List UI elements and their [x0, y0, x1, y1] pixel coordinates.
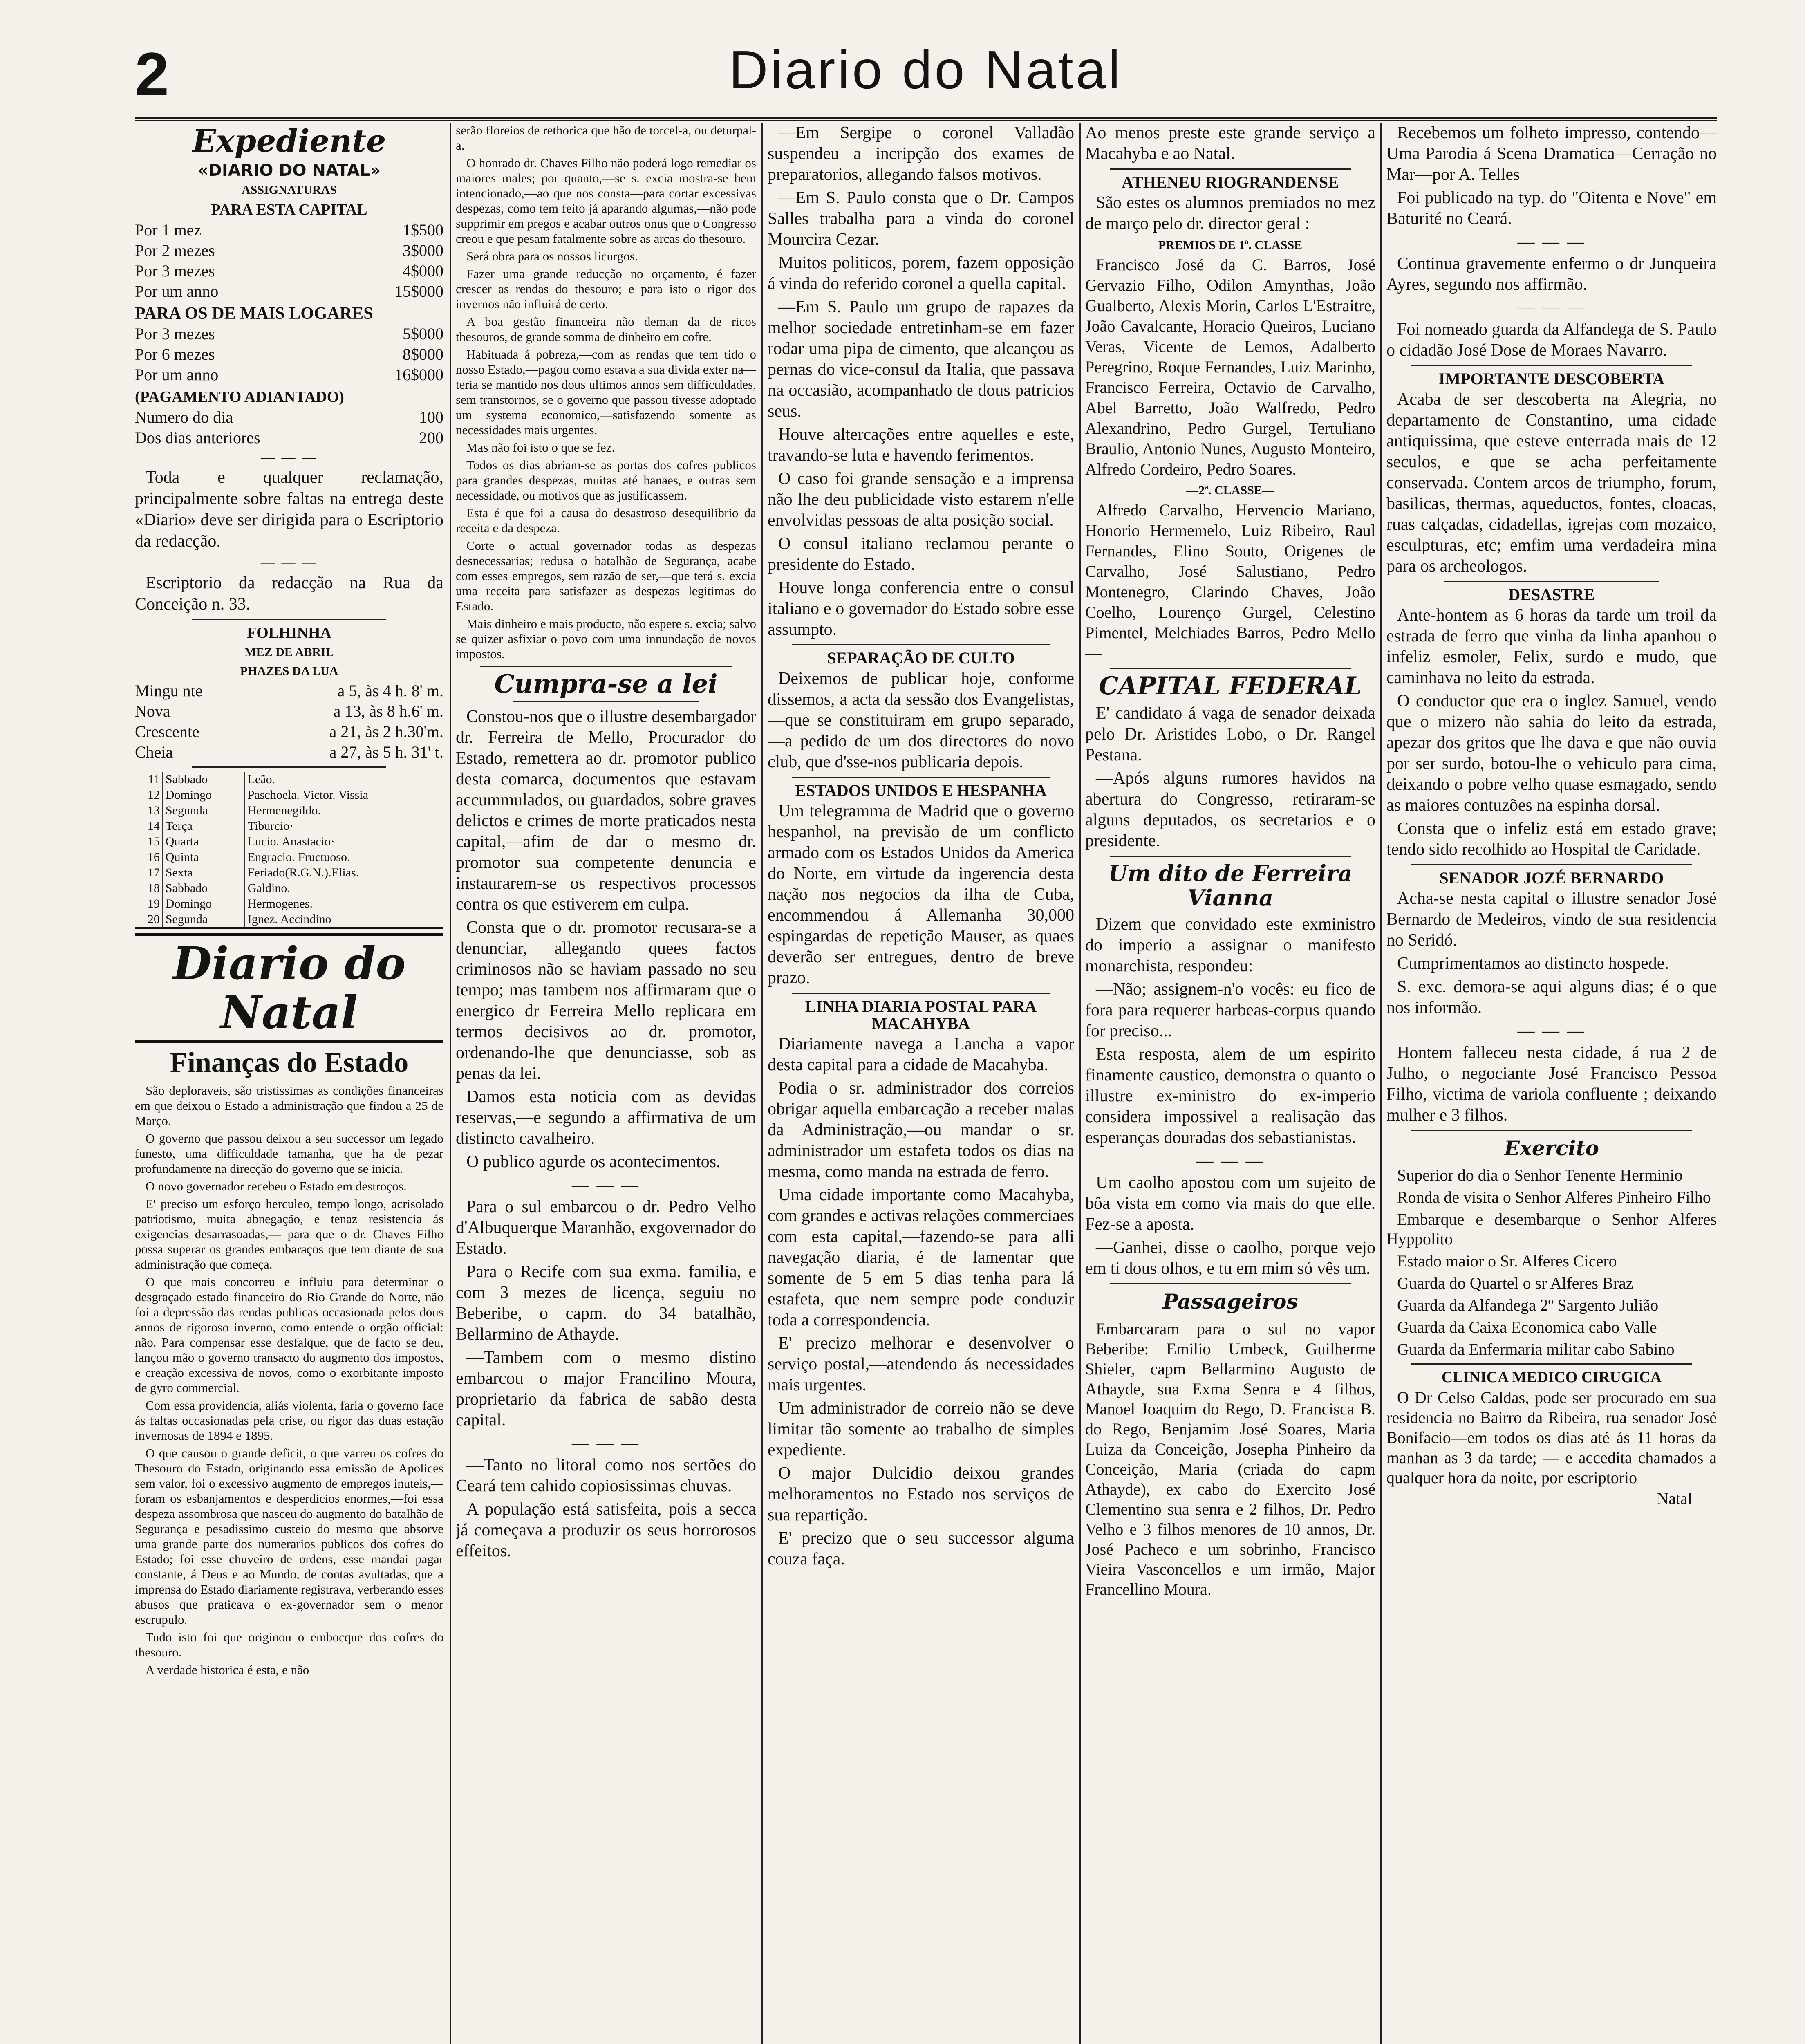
numero-dia-row: Numero do dia 100 — [135, 408, 443, 426]
linha-title: LINHA DIARIA POSTAL PARA MACAHYBA — [805, 997, 1037, 1033]
mez-label: MEZ DE ABRIL — [244, 645, 334, 659]
dito-title: Um dito de Ferreira Vianna — [1108, 860, 1353, 911]
moon-phase: Cheia a 27, às 5 h. 31' t. — [135, 743, 443, 761]
rule — [1411, 365, 1692, 366]
exercito-list: Superior do dia o Senhor Tenente Herminio Ronda de visita o Senhor Alferes Pinheiro Filho Embarque e desembarque o Senhor Alferes Hyppolito Estado maior o Sr. Alferes Cicero Guarda do Quartel o sr Alferes Braz Guarda da Alfandega 2º Sargento Julião Guarda da Caixa Economica cabo Valle Guarda da Enfermaria militar cabo Sabino — [1386, 1166, 1717, 1358]
escriptorio-text: Escriptorio da redacção na Rua da Conceição n. 33. — [135, 574, 443, 614]
table-row: 11 Sabbado Leão. — [135, 772, 443, 787]
moon-phase: Crescente a 21, às 2 h.30'm. — [135, 722, 443, 741]
price-row: Por 3 mezes 4$000 — [135, 262, 443, 280]
column-2 — [456, 123, 756, 2044]
desastre-title: DESASTRE — [1508, 585, 1595, 604]
rule — [1444, 581, 1659, 582]
assignaturas-label: ASSIGNATURAS — [242, 183, 337, 197]
clinica-text: O Dr Celso Caldas, pode ser procurado em sua residencia no Bairro da Ribeira, rua senador José Bonifacio—em todos os dias até ás 11 horas da manhan as 3 da tarde; — e accedita chamados a qualquer hora da noite, por escriptorio — [1386, 1388, 1717, 1487]
separacao-title: SEPARAÇÃO DE CULTO — [827, 649, 1015, 667]
column-5 — [1386, 123, 1717, 2044]
table-row: 17 Sexta Feriado(R.G.N.).Elias. — [135, 865, 443, 881]
column-divider — [1079, 123, 1081, 2044]
table-row: 13 Segunda Hermenegildo. — [135, 803, 443, 818]
dias-anteriores-row: Dos dias anteriores 200 — [135, 428, 443, 447]
separator: — — — — [1517, 298, 1586, 317]
column-divider — [761, 123, 763, 2044]
table-row: 18 Sabbado Galdino. — [135, 881, 443, 896]
rule — [792, 993, 1050, 994]
rule — [1411, 864, 1692, 865]
segunda-classe-title: —2ª. CLASSE— — [1186, 484, 1274, 497]
rule — [1110, 856, 1351, 857]
moon-phases — [135, 681, 443, 762]
table-row: 15 Quarta Lucio. Anastacio· — [135, 834, 443, 849]
rule — [1411, 1130, 1692, 1131]
clinica-title: CLINICA MEDICO CIRUGICA — [1441, 1369, 1662, 1386]
cumpra-title: Cumpra-se a lei — [494, 669, 718, 699]
capital-federal-title: CAPITAL FEDERAL — [1099, 672, 1362, 700]
folhinha-title: FOLHINHA — [247, 624, 331, 641]
pagamento-note: (PAGAMENTO ADIANTADO) — [135, 388, 344, 406]
column-1 — [135, 123, 443, 2044]
passageiros-list: Embarcaram para o sul no vapor Beberibe: Emilio Umbeck, Guilherme Shieler, capm Bellarmino Augusto de Athayde, sua Exma Senra e 4 filhos, Manoel Joaquim do Rego, D. Francisca B. do Rego, Benjamim José Soares, Maria Luiza da Conceição, Josepha Pinheiro da Conceição, Maria (criada do capm Athayde), ex cabo do Exercito José Clementino sua senra e 2 filhos, Dr. Pedro Velho e 3 filhos menores de 10 annos, Dr. José Pacheco e um sobrinho, Francisco Vieira Vasconcellos e um irmão, Major Francellino Moura. — [1085, 1320, 1375, 1598]
masthead-rule-thin — [135, 120, 1717, 121]
moon-phase: Nova a 13, às 8 h.6' m. — [135, 702, 443, 720]
atheneu-title: ATHENEU RIOGRANDENSE — [1122, 173, 1339, 191]
rule — [792, 644, 1050, 645]
masthead — [135, 39, 1717, 117]
financas-article: São deploraveis, são tristissimas as condições financeiras em que deixou o Estado a administração que findou a 25 de Março. O governo que passou deixou a seu successor um legado funesto, uma difficuldade tamanha, que ha de pezar profundamente na direcção do governo que se inicia. O novo governador recebeu o Estado em destroços. E' preciso um esforço herculeo, tempo longo, acrisolado patriotismo, muita abnegação, e tenaz resistencia ás exigencias desarrasoadas,— para que o dr. Chaves Filho possa superar os grandes embaraços que tem diante de sua administração que começa. O que mais concorreu e influiu para determinar o desgraçado estado financeiro do Rio Grande do Norte, não foi a depressão das rendas publicas occasionada pelos dous annos de rigoroso inverno, como entende o orgão official: não. Para compensar esse desfalque, que de facto se deu, lançou mão o governo transacto do augmento dos impostos, e creação excessiva de novos, como o exorbitante imposto de gyro commercial. Com essa providencia, aliás violenta, faria o governo face ás faltas occasionadas pela crise, ou rigor das duas estação invernosas de 1894 e 1895. O que causou o grande deficit, o que varreu os cofres do Thesouro do Estado, originando essa emissão de Apolices sem valor, foi o excessivo augmento de empregos inuteis,— foram os esbanjamentos e desperdicios enormes,—foi essa despeza assombrosa que nasceu do augmento do batalhão de Segurança e pesadissimo custeio do mesmo que absorve uma grande parte dos numerarios publicos dos cofres do Estado; foi esse chuveiro de ordens, esse mandai pagar constante, á Deus e ao Mundo, de contas avultadas, que a imprensa do Estado diariamente registrava, verberando esses abusos que praticava o ex-governador sem o menor escrupulo. Tudo isto foi que originou o embocque dos cofres do thesouro. A verdade historica é esta, e não — [135, 1083, 443, 1677]
passageiros-title: Passageiros — [1162, 1289, 1298, 1313]
financas-continuation: serão floreios de rethorica que hão de torcel-a, ou deturpal-a. O honrado dr. Chaves Filho não poderá logo remediar os maiores males; por quanto,—se s. excia mostra-se bem intencionado,—ao que nos consta—para cortar excessivas despezas, como tem feito já aparando algumas,—não pode supprimir em pregos e acabar outros onus que o Congresso creou e que pesam fatalmente sobre as arcas do thesouro. Será obra para os nossos licurgos. Fazer uma grande reducção no orçamento, é fazer crescer as rendas do thesouro; e para isto o rigor dos invernos não influirá de certo. A boa gestão financeira não deman da de ricos thesouros, de grande somma de dinheiro em cofre. Habituada á pobreza,—com as rendas que tem tido o nosso Estado,—pagou como estava a sua divida exter na—teria se mantido nos dous ultimos annos sem difficuldades, sem transtornos, se o governo que passou tivesse adoptado um systema economico,—satisfazendo somente as necessidades mais urgentes. Mas não foi isto o que se fez. Todos os dias abriam-se as portas dos cofres publicos para grandes despezas, muitas até banaes, e outras sem necessidade, ou motivos que as justificassem. Esta é que foi a causa do desastroso desequilibrio da receita e da despeza. Corte o actual governador todas as despezas desnecessarias; redusa o batalhão de Segurança, acabe com esses empregos, sem razão de ser,—que terá s. excia uma receita para satisfazer as despezas legitimas do Estado. Mais dinheiro e mais producto, não espere s. excia; salvo se quizer asfixiar o povo com uma innundação de novos impostos. — [456, 123, 756, 661]
noticias: —Em Sergipe o coronel Valladão suspendeu a incripção dos exames de preparatorios, allegando falsos motivos. —Em S. Paulo consta que o Dr. Campos Salles trabalha para a vinda do coronel Mourcira Cezar. Muitos politicos, porem, fazem opposição á vinda do referido coronel a quella capital. —Em S. Paulo um grupo de rapazes da melhor sociedade entretinham-se em fazer rodar uma pipa de cimento, que alcançou as pernas do vice-consul da Italia, que passava na occasião, acompanhado de dous patricios seus. Houve altercações entre aquelles e este, travando-se luta e havendo ferimentos. O caso foi grande sensação e a imprensa não lhe deu publicidade visto estarem n'elle envolvidas pessoas de alta posição social. O consul italiano reclamou perante o presidente do Estado. Houve longa conferencia entre o consul italiano e o governador do Estado sobre esse assumpto. — [768, 123, 1074, 639]
separator: — — — — [1517, 233, 1586, 251]
capital-heading: PARA ESTA CAPITAL — [211, 201, 367, 218]
top-text: Ao menos preste este grande serviço a Macahyba e ao Natal. — [1085, 123, 1375, 163]
table-row: 19 Domingo Hermogenes. — [135, 896, 443, 912]
rule — [1411, 1363, 1692, 1365]
primeira-classe-title: PREMIOS DE 1ª. CLASSE — [1158, 238, 1303, 252]
rule — [480, 666, 732, 667]
price-row: Por 3 mezes 5$000 — [135, 325, 443, 343]
capital-federal-article: E' candidato á vaga de senador deixada pelo Dr. Aristides Lobo, o Dr. Rangel Pestana. —Após alguns rumores havidos na abertura do Congresso, retiraram-se alguns deputados, os secretarios e o presidente. — [1085, 704, 1375, 850]
reclamacao-text: Toda e qualquer reclamação, principalmente sobre faltas na entrega deste «Diario» deve ser dirigida para o Escriptorio da redacção. — [135, 468, 443, 551]
segunda-classe-list: Alfredo Carvalho, Hervencio Mariano, Honorio Hermemelo, Luiz Ribeiro, Raul Fernandes, Elino Souto, Origenes de Carvalho, José Salustiano, Pedro Montenegro, Clarindo Chaves, João Coelho, Lourenço Gurgel, Celestino Pimentel, Melchiades Barros, Pedro Mello— — [1085, 501, 1375, 662]
separator: — — — — [572, 1176, 640, 1195]
column-3 — [768, 123, 1074, 2044]
column-divider — [1380, 123, 1382, 2044]
separator: — — — — [572, 1434, 640, 1453]
primeira-classe-list: Francisco José da C. Barros, José Gervazio Filho, Odilon Amynthas, João Gualberto, Alexis Morin, Carlos L'Estraitre, João Cavalcante, Horacio Queiros, Luciano Veras, Vicente de Lemos, Adalberto Peregrino, Roque Fernandes, Luiz Marinho, Francisco Ferreira, Octavio de Carvalho, Abel Barretto, João Walfredo, Pedro Alexandrino, Pedro Gurgel, Tertuliano Braulio, Antonio Nunes, Augusto Monteiro, Alfredo Cordeiro, Pedro Soares. — [1085, 256, 1375, 478]
rule — [1110, 668, 1351, 669]
column-divider — [450, 123, 451, 2044]
cumpra-article: Constou-nos que o illustre desembargador dr. Ferreira de Mello, Procurador do Estado, remettera ao dr. promotor publico desta comarca, documentos que estavam accummulados, ou guardados, sobre graves delictos e crimes de morte praticados nesta capital,—afim de dar o mesmo dr. promotor sua competente denuncia e instaurarem-se os respectivos processos contra os que estiverem em culpa. Consta que o dr. promotor recusara-se a denunciar, allegando quees factos criminosos não se haviam passado no seu tempo; mas tambem nos affirmaram que o energico dr Ferreira Mello replicara em termos decisivos ao dr. promotor, ordenando-lhe que denunciasse, sob as penas da lei. Damos esta noticia com as devidas reservas,—e segundo a affirmativa de um distincto cavalheiro. O publico agurde os acontecimentos. — — — Para o sul embarcou o dr. Pedro Velho d'Albuquerque Maranhão, exgovernador do Estado. Para o Recife com sua exma. familia, e com 3 mezes de licença, seguiu no Beberibe, o capm. do 34 batalhão, Bellarmino de Athayde. —Tambem com o mesmo distino embarcou o major Francilino Moura, proprietario da fabrica de sabão desta capital. — — — —Tanto no litoral como nos sertões do Ceará tem cahido copiosissimas chuvas. A população está satisfeita, pois a secca já começava a produzir os seus horrorosos effeitos. — [456, 707, 756, 1560]
price-row: Por 2 mezes 3$000 — [135, 241, 443, 260]
separator: — — — — [1517, 1022, 1586, 1040]
separator: — — — — [261, 555, 318, 570]
newspaper-logo: Diario do Natal — [135, 933, 443, 1043]
separator: — — — — [261, 450, 318, 465]
capital-price-list — [135, 220, 443, 302]
signoff: Natal — [1657, 1489, 1692, 1508]
moon-phase: Mingu nte a 5, às 4 h. 8' m. — [135, 681, 443, 700]
rule — [792, 777, 1050, 778]
rule — [192, 619, 386, 620]
price-row: Por 1 mez 1$500 — [135, 221, 443, 239]
price-row: Por 6 mezes 8$000 — [135, 345, 443, 363]
rule — [192, 766, 386, 768]
table-row: 12 Domingo Paschoela. Victor. Vissia — [135, 787, 443, 803]
descoberta-text: Acaba de ser descoberta na Alegria, no departamento de Constantino, uma cidade antiquissima, que esteve enterrada mais de 12 seculos, e que se acha perfeitamente conservada. Contem arcos de triumpho, forum, basilicas, thermas, aqueductos, fontes, cloacas, ruas calçadas, cidadellas, igrejas com mozaico, esculpturas, etc; emfim uma verdadeira mina para os archeologos. — [1386, 390, 1717, 576]
table-row: 20 Segunda Ignez. Accindino — [135, 912, 443, 928]
expediente-title: Expediente — [192, 123, 386, 159]
separator: — — — — [1196, 1152, 1265, 1170]
senador-article: Acha-se nesta capital o illustre senador José Bernardo de Medeiros, vindo de sua residencia no Seridó. Cumprimentamos ao distincto hospede. S. exc. demora-se aqui alguns dias; é o que nos informão. — — — Hontem falleceu nesta cidade, á rua 2 de Julho, o negociante José Francisco Pessoa Filho, victima de variola confluente ; deixando mulher e 3 filhos. — [1386, 889, 1717, 1125]
column-4 — [1085, 123, 1375, 2044]
estados-title: ESTADOS UNIDOS E HESPANHA — [795, 781, 1047, 800]
calendar-table — [135, 772, 443, 929]
paper-name: «DIARIO DO NATAL» — [197, 161, 381, 180]
rule — [1110, 1283, 1351, 1284]
exercito-title: Exercito — [1504, 1136, 1599, 1160]
senador-title: SENADOR JOZÉ BERNARDO — [1439, 869, 1664, 887]
dito-article: Dizem que convidado este exministro do imperio a assignar o manifesto monarchista, respondeu: —Não; assignem-n'o vocês: eu fico de fora para requerer harbeas-corpus quando for preciso... Esta resposta, alem de um espirito finamente caustico, demonstra o quanto o illustre ex-ministro do ex-imperio considera impossivel a realisação das esperanças douradas dos sebastianistas. — — — Um caolho apostou com um sujeito de bôa vista em como via mais do que elle. Fez-se a aposta. —Ganhei, disse o caolho, porque vejo em ti dous olhos, e tu em mim só vês um. — [1085, 915, 1375, 1278]
desastre-article: Ante-hontem as 6 horas da tarde um troil da estrada de ferro que vinha da linha apanhou o infeliz esmoler, Felix, surdo e mudo, que caminhava no leito da estrada. O conductor que era o inglez Samuel, vendo que o mizero não sahia do leito da estrada, apezar dos gritos que lhe dava e que não ouvia por ser surdo, botou-lhe o vehiculo para cima, deixando o pobre velho quase esmagado, sendo as maiores contuzões na espinha dorsal. Consta que o infeliz está em estado grave; tendo sido recolhido ao Hospital de Caridade. — [1386, 606, 1717, 859]
page-number: 2 — [135, 40, 169, 108]
price-row: Por um anno 16$000 — [135, 365, 443, 384]
avisos: Recebemos um folheto impresso, contendo—Uma Parodia á Scena Dramatica—Cerração no Mar—por A. Telles Foi publicado na typ. do "Oitenta e Nove" em Baturité no Ceará. — — — Continua gravemente enfermo o dr Junqueira Ayres, segundo nos affirmão. — — — Foi nomeado guarda da Alfandega de S. Paulo o cidadão José Dose de Moraes Navarro. — [1386, 123, 1717, 360]
newspaper-title: Diario do Natal — [729, 40, 1123, 100]
rule — [513, 701, 699, 702]
financas-title: Finanças do Estado — [170, 1047, 409, 1078]
masthead-rule — [135, 117, 1717, 119]
price-row: Por um anno 15$000 — [135, 282, 443, 300]
estados-text: Um telegramma de Madrid que o governo hespanhol, na previsão de um conflicto armado com os Estados Unidos da America do Norte, em virtude da ingerencia desta nação nos negocios da ilha de Cuba, encommendou á Allemanha 30,000 espingardas de repetição Mauser, as quaes deverão ser entregues, dentro de breve prazo. — [768, 802, 1074, 987]
linha-article: Diariamente navega a Lancha a vapor desta capital para a cidade de Macahyba. Podia o sr. administrador dos correios obrigar aquella embarcação a receber malas da Administração,—ou mandar o sr. administrador um estafeta todos os dias na mesma, como manda na estrada de ferro. Uma cidade importante como Macahyba, com grandes e activas relações commerciaes com esta capital,—fazendo-se para alli navegação diaria, é de lamentar que somente de 5 em 5 dias tenha para lá estafeta, que nem sempre pode conduzir toda a correspondencia. E' precizo melhorar e desenvolver o serviço postal,—atendendo ás necessidades mais urgentes. Um administrador de correio não se deve limitar tão somente ao trabalho de simples expediente. O major Dulcidio deixou grandes melhoramentos no Estado nos serviços de sua repartição. E' precizo que o seu successor alguma couza faça. — [768, 1035, 1074, 1569]
outros-price-list — [135, 324, 443, 385]
phazes-title: PHAZES DA LUA — [240, 664, 338, 678]
table-row: 14 Terça Tiburcio· — [135, 818, 443, 834]
table-row: 16 Quinta Engracio. Fructuoso. — [135, 849, 443, 865]
descoberta-title: IMPORTANTE DESCOBERTA — [1438, 370, 1665, 388]
outros-heading: PARA OS DE MAIS LOGARES — [135, 304, 373, 323]
rule — [1110, 168, 1351, 170]
separacao-text: Deixemos de publicar hoje, conforme dissemos, a acta da sessão dos Evangelistas,—que se constituiram em grupo separado,—a pedido de um dos directores do novo club, que d'sse-nos publicaria depois. — [768, 669, 1074, 771]
atheneu-intro: São estes os alumnos premiados no mez de março pelo dr. director geral : — [1085, 193, 1375, 233]
